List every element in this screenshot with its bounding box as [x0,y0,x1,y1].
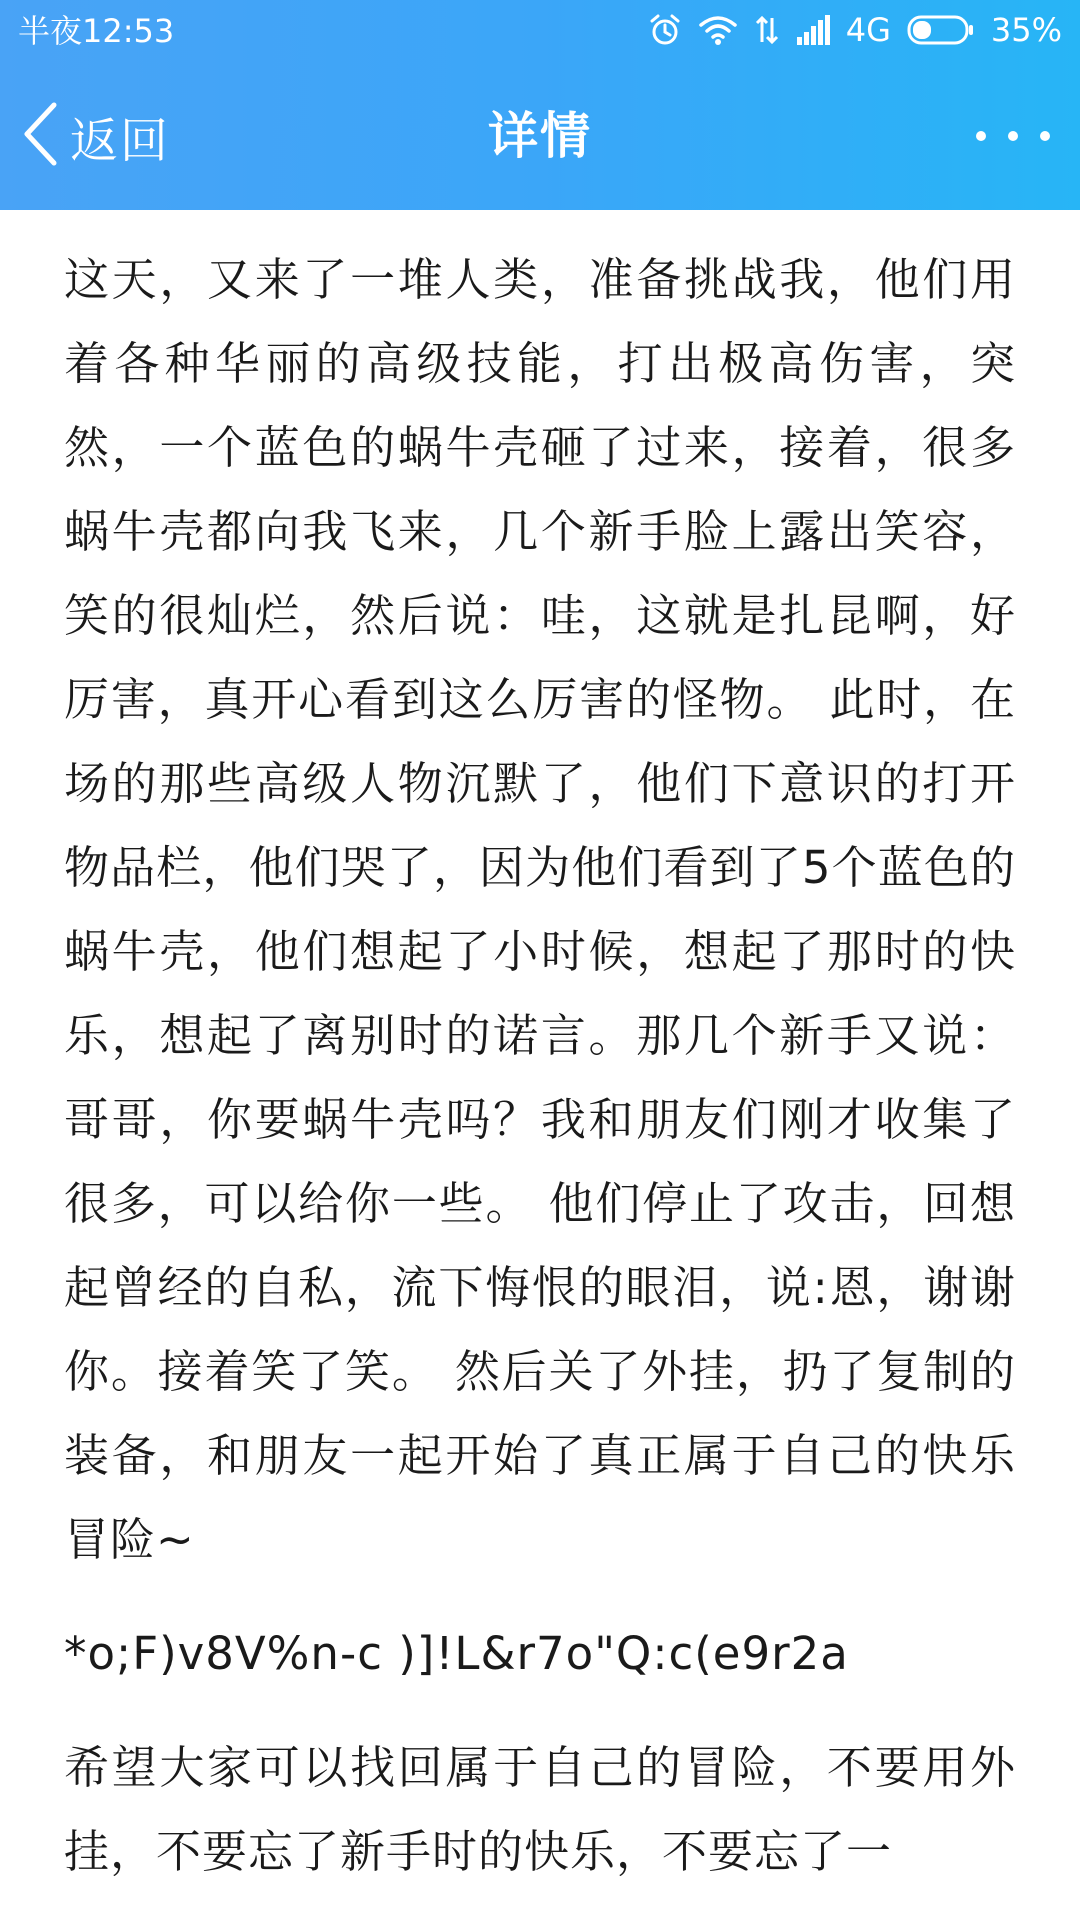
nav-bar [0,62,1080,210]
more-options-button[interactable] [976,114,1050,158]
back-button[interactable] [22,100,170,172]
battery-percent: 35% [990,11,1062,49]
article-body [64,238,1016,1894]
signal-icon [796,15,830,45]
back-label: 返回 [70,112,171,169]
page-title: 详情 [488,107,592,165]
status-icons [648,8,1062,52]
network-type: 4G [845,11,891,49]
more-dots-icon [1008,131,1018,141]
alarm-icon [648,13,682,47]
wifi-icon [698,14,738,46]
status-time: 半夜12:53 [18,12,175,50]
article-paragraph: 这天，又来了一堆人类，准备挑战我，他们用着各种华丽的高级技能，打出极高伤害，突然，一个蓝色的蜗牛壳砸了过来，接着，很多蜗牛壳都向我飞来，几个新手脸上露出笑容，笑的很灿烂，然后说：哇，这就是扎昆啊，好厉害，真开心看到这么厉害的怪物。 此时，在场的那些高级人物沉默了，他们下意识的打开物品栏，他们哭了，因为他们看到了5个蓝色的蜗牛壳，他们想起了小时候，想起了那时的快乐，想起了离别时的诺言。那几个新手又说：哥哥，你要蜗牛壳吗？我和朋友们刚才收集了很多，可以给你一些。 他们停止了攻击，回想起曾经的自私，流下悔恨的眼泪，说:恩，谢谢你。接着笑了笑。 然后关了外挂，扔了复制的装备，和朋友一起开始了真正属于自己的快乐冒险~ [64,253,1016,1566]
article-paragraph: 希望大家可以找回属于自己的冒险，不要用外挂，不要忘了新手时的快乐，不要忘了一 [64,1741,1016,1878]
app-header [0,0,1080,210]
battery-icon [907,14,975,46]
article-code-line: *o;F)v8V%n-c )]!L&r7o"Q:c(e9r2a [64,1627,849,1680]
more-dots-icon [976,131,986,141]
chevron-left-icon [22,101,58,171]
more-dots-icon [1040,131,1050,141]
status-bar [0,0,1080,62]
data-arrows-icon [754,14,780,46]
